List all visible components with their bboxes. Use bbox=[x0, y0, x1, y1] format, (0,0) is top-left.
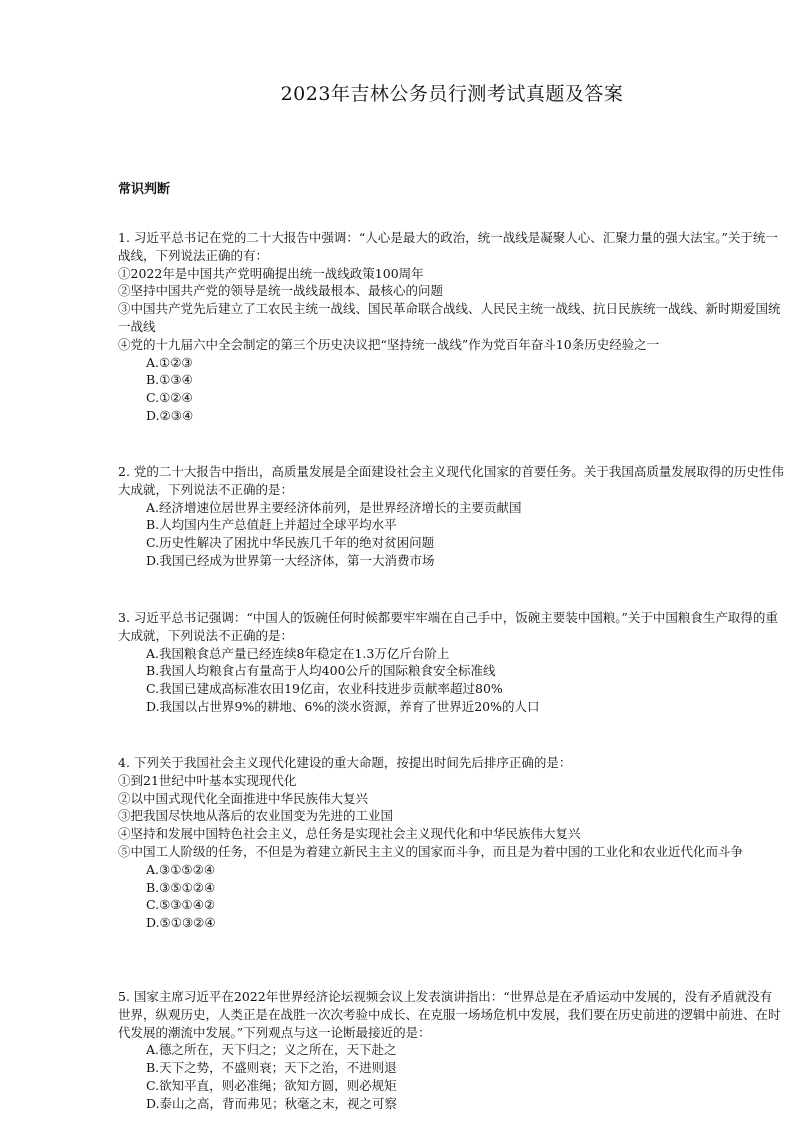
question-4 bbox=[118, 754, 784, 932]
statement-item: ①到21世纪中叶基本实现现代化 bbox=[118, 772, 297, 788]
question-stem: 5. 国家主席习近平在2022年世界经济论坛视频会议上发表演讲指出：“世界总是在矛盾运动中发展的，没有矛盾就没有世界，纵观历史，人类正是在战胜一次次考验中成长、在克服一场场危机中发展，我们要在历史前进的逻辑中前进、在时代发展的潮流中发展。”下列观点与这一论断最接近的是： bbox=[118, 989, 781, 1040]
answer-option: B.①③④ bbox=[146, 372, 193, 388]
answer-option: C.①②④ bbox=[146, 390, 193, 406]
answer-option: B.人均国内生产总值赶上并超过全球平均水平 bbox=[146, 517, 397, 533]
answer-option: D.泰山之高，背而弗见；秋毫之末，视之可察 bbox=[146, 1095, 398, 1111]
answer-option: D.⑤①③②④ bbox=[146, 915, 216, 931]
question-2 bbox=[118, 463, 784, 570]
answer-option: A.我国粮食总产量已经连续8年稳定在1.3万亿斤台阶上 bbox=[146, 645, 450, 661]
answer-option: C.欲知平直，则必准绳；欲知方圆，则必规矩 bbox=[146, 1077, 397, 1093]
question-3 bbox=[118, 609, 784, 716]
question-stem: 1. 习近平总书记在党的二十大报告中强调：“人心是最大的政治，统一战线是凝聚人心、汇聚力量的强大法宝。”关于统一战线，下列说法正确的有： bbox=[118, 230, 778, 263]
answer-option: B.天下之势，不盛则衰；天下之治，不进则退 bbox=[146, 1060, 397, 1076]
answer-option: D.我国以占世界9%的耕地、6%的淡水资源，养育了世界近20%的人口 bbox=[146, 698, 540, 714]
answer-option: C.⑤③①④② bbox=[146, 897, 216, 913]
question-5 bbox=[118, 988, 784, 1113]
answer-option: A.③①⑤②④ bbox=[146, 861, 216, 877]
statement-item: ③中国共产党先后建立了工农民主统一战线、国民革命联合战线、人民民主统一战线、抗日民族统一战线、新时期爱国统一战线 bbox=[118, 301, 781, 334]
answer-option: A.德之所在，天下归之；义之所在，天下赴之 bbox=[146, 1042, 397, 1058]
statement-item: ④党的十九届六中全会制定的第三个历史决议把“坚持统一战线”作为党百年奋斗10条历史经验之一 bbox=[118, 336, 660, 352]
answer-option: C.历史性解决了困扰中华民族几千年的绝对贫困问题 bbox=[146, 535, 435, 551]
answer-option: A.经济增速位居世界主要经济体前列，是世界经济增长的主要贡献国 bbox=[146, 499, 522, 515]
section-heading: 常识判断 bbox=[118, 182, 171, 197]
answer-option: D.我国已经成为世界第一大经济体，第一大消费市场 bbox=[146, 552, 435, 568]
question-stem: 2. 党的二十大报告中指出，高质量发展是全面建设社会主义现代化国家的首要任务。关于我国高质量发展取得的历史性伟大成就，下列说法不正确的是： bbox=[118, 464, 784, 497]
question-stem: 4. 下列关于我国社会主义现代化建设的重大命题，按提出时间先后排序正确的是： bbox=[118, 755, 572, 770]
statement-item: ④坚持和发展中国特色社会主义，总任务是实现社会主义现代化和中华民族伟大复兴 bbox=[118, 826, 581, 842]
answer-option: B.我国人均粮食占有量高于人均400公斤的国际粮食安全标准线 bbox=[146, 663, 496, 679]
statement-item: ③把我国尽快地从落后的农业国变为先进的工业国 bbox=[118, 808, 394, 824]
answer-option: A.①②③ bbox=[146, 354, 193, 370]
question-stem: 3. 习近平总书记强调：“中国人的饭碗任何时候都要牢牢端在自己手中，饭碗主要装中国粮。”关于中国粮食生产取得的重大成就，下列说法不正确的是： bbox=[118, 610, 778, 643]
document-title: 2023年吉林公务员行测考试真题及答案 bbox=[280, 83, 624, 105]
statement-item: ②以中国式现代化全面推进中华民族伟大复兴 bbox=[118, 790, 369, 806]
statement-item: ⑤中国工人阶级的任务，不但是为着建立新民主主义的国家而斗争，而且是为着中国的工业化和农业近代化而斗争 bbox=[118, 843, 744, 859]
statement-item: ②坚持中国共产党的领导是统一战线最根本、最核心的问题 bbox=[118, 283, 444, 299]
statement-item: ①2022年是中国共产党明确提出统一战线政策100周年 bbox=[118, 265, 424, 281]
answer-option: C.我国已建成高标准农田19亿亩，农业科技进步贡献率超过80% bbox=[146, 681, 503, 697]
answer-option: D.②③④ bbox=[146, 407, 194, 423]
answer-option: B.③⑤①②④ bbox=[146, 879, 216, 895]
question-1 bbox=[118, 229, 784, 425]
